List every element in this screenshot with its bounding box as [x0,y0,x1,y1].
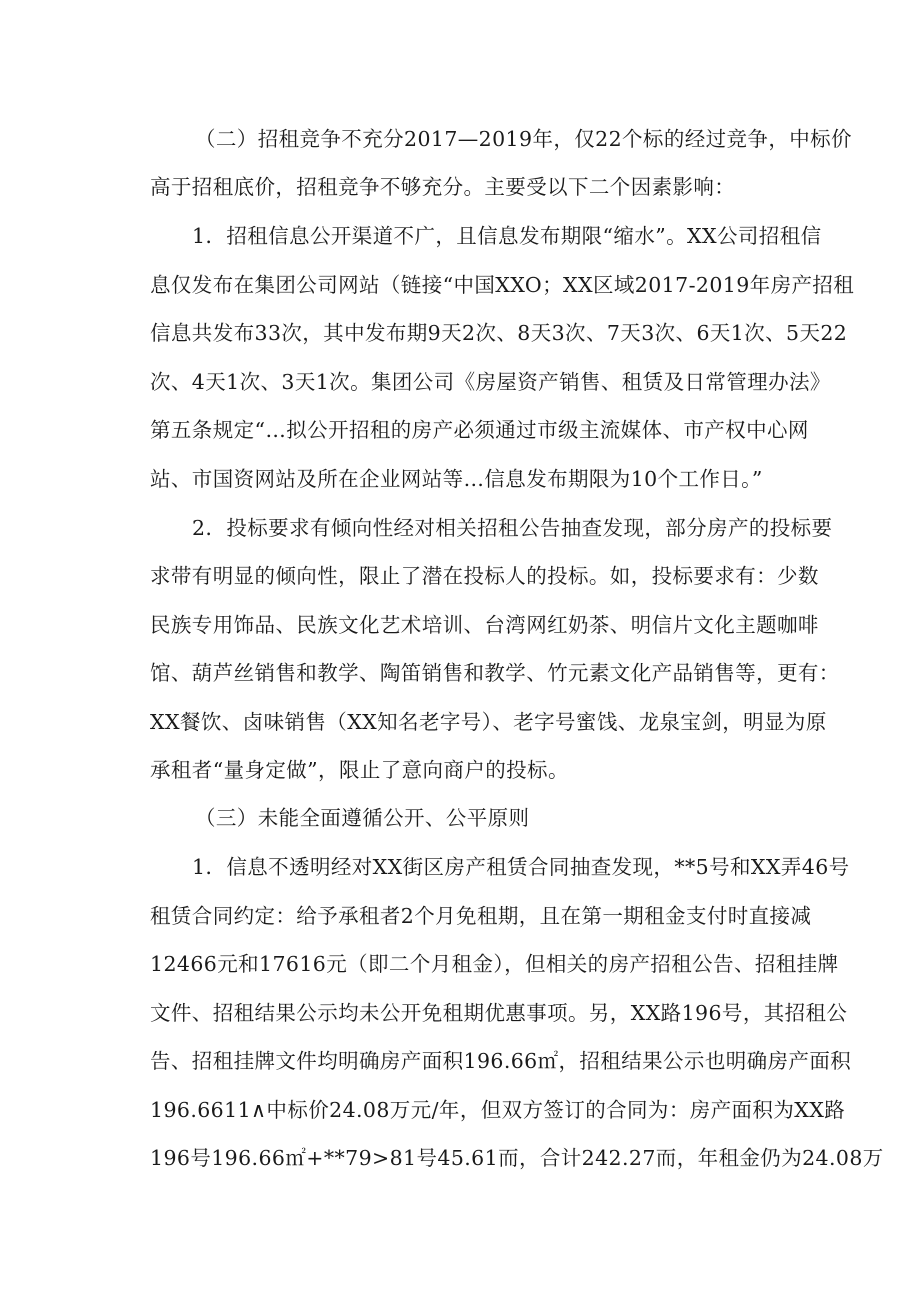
paragraph-line: 高于招租底价，招租竞争不够充分。主要受以下二个因素影响： [150,175,736,199]
item-2-first-line: 2．投标要求有倾向性经对相关招租公告抽查发现，部分房产的投标要 [192,516,833,540]
paragraph-line: 第五条规定“…拟公开招租的房产必须通过市级主流媒体、市产权中心网 [150,418,809,442]
paragraph-line: 196号196.66㎡+**79>81号45.61而，合计242.27而，年租金仍为24.08万 [150,1146,884,1170]
paragraph-line: 求带有明显的倾向性，限止了潜在投标人的投标。如，投标要求有：少数 [150,564,819,588]
item-1-first-line: 1．信息不透明经对XX街区房产租赁合同抽查发现，**5号和XX弄46号 [192,855,850,879]
paragraph-line: 民族专用饰品、民族文化艺术培训、台湾网红奶茶、明信片文化主题咖啡 [150,613,819,637]
paragraph-line: 馆、葫芦丝销售和教学、陶笛销售和教学、竹元素文化产品销售等，更有： [150,661,840,685]
paragraph-line: 息仅发布在集团公司网站（链接“中国XXO；XX区域2017-2019年房产招租 [150,273,855,297]
paragraph-line: 文件、招租结果公示均未公开免租期优惠事项。另，XX路196号，其招租公 [150,1001,848,1025]
item-1-first-line: 1．招租信息公开渠道不广，且信息发布期限“缩水”。XX公司招租信 [192,224,822,248]
paragraph-line: 租赁合同约定：给予承租者2个月免租期，且在第一期租金支付时直接减 [150,904,812,928]
paragraph-line: 告、招租挂牌文件均明确房产面积196.66㎡，招租结果公示也明确房产面积 [150,1049,852,1073]
paragraph-line: 信息共发布33次，其中发布期9天2次、8天3次、7天3次、6天1次、5天22 [150,321,848,345]
section-two-heading-line: （二）招租竞争不充分2017—2019年，仅22个标的经过竞争，中标价 [195,127,852,151]
paragraph-line: 站、市国资网站及所在企业网站等…信息发布期限为10个工作日。” [150,467,763,491]
paragraph-line: XX餐饮、卤味销售（XX知名老字号）、老字号蜜饯、龙泉宝剑，明显为原 [150,710,827,734]
paragraph-line: 承租者“量身定做”，限止了意向商户的投标。 [150,758,569,782]
paragraph-line: 196.6611∧中标价24.08万元/年，但双方签订的合同为：房产面积为XX路 [150,1098,846,1122]
section-three-heading: （三）未能全面遵循公开、公平原则 [195,806,530,830]
paragraph-line: 次、4天1次、3天1次。集团公司《房屋资产销售、租赁及日常管理办法》 [150,370,831,394]
paragraph-line: 12466元和17616元（即二个月租金），但相关的房产招租公告、招租挂牌 [150,952,839,976]
